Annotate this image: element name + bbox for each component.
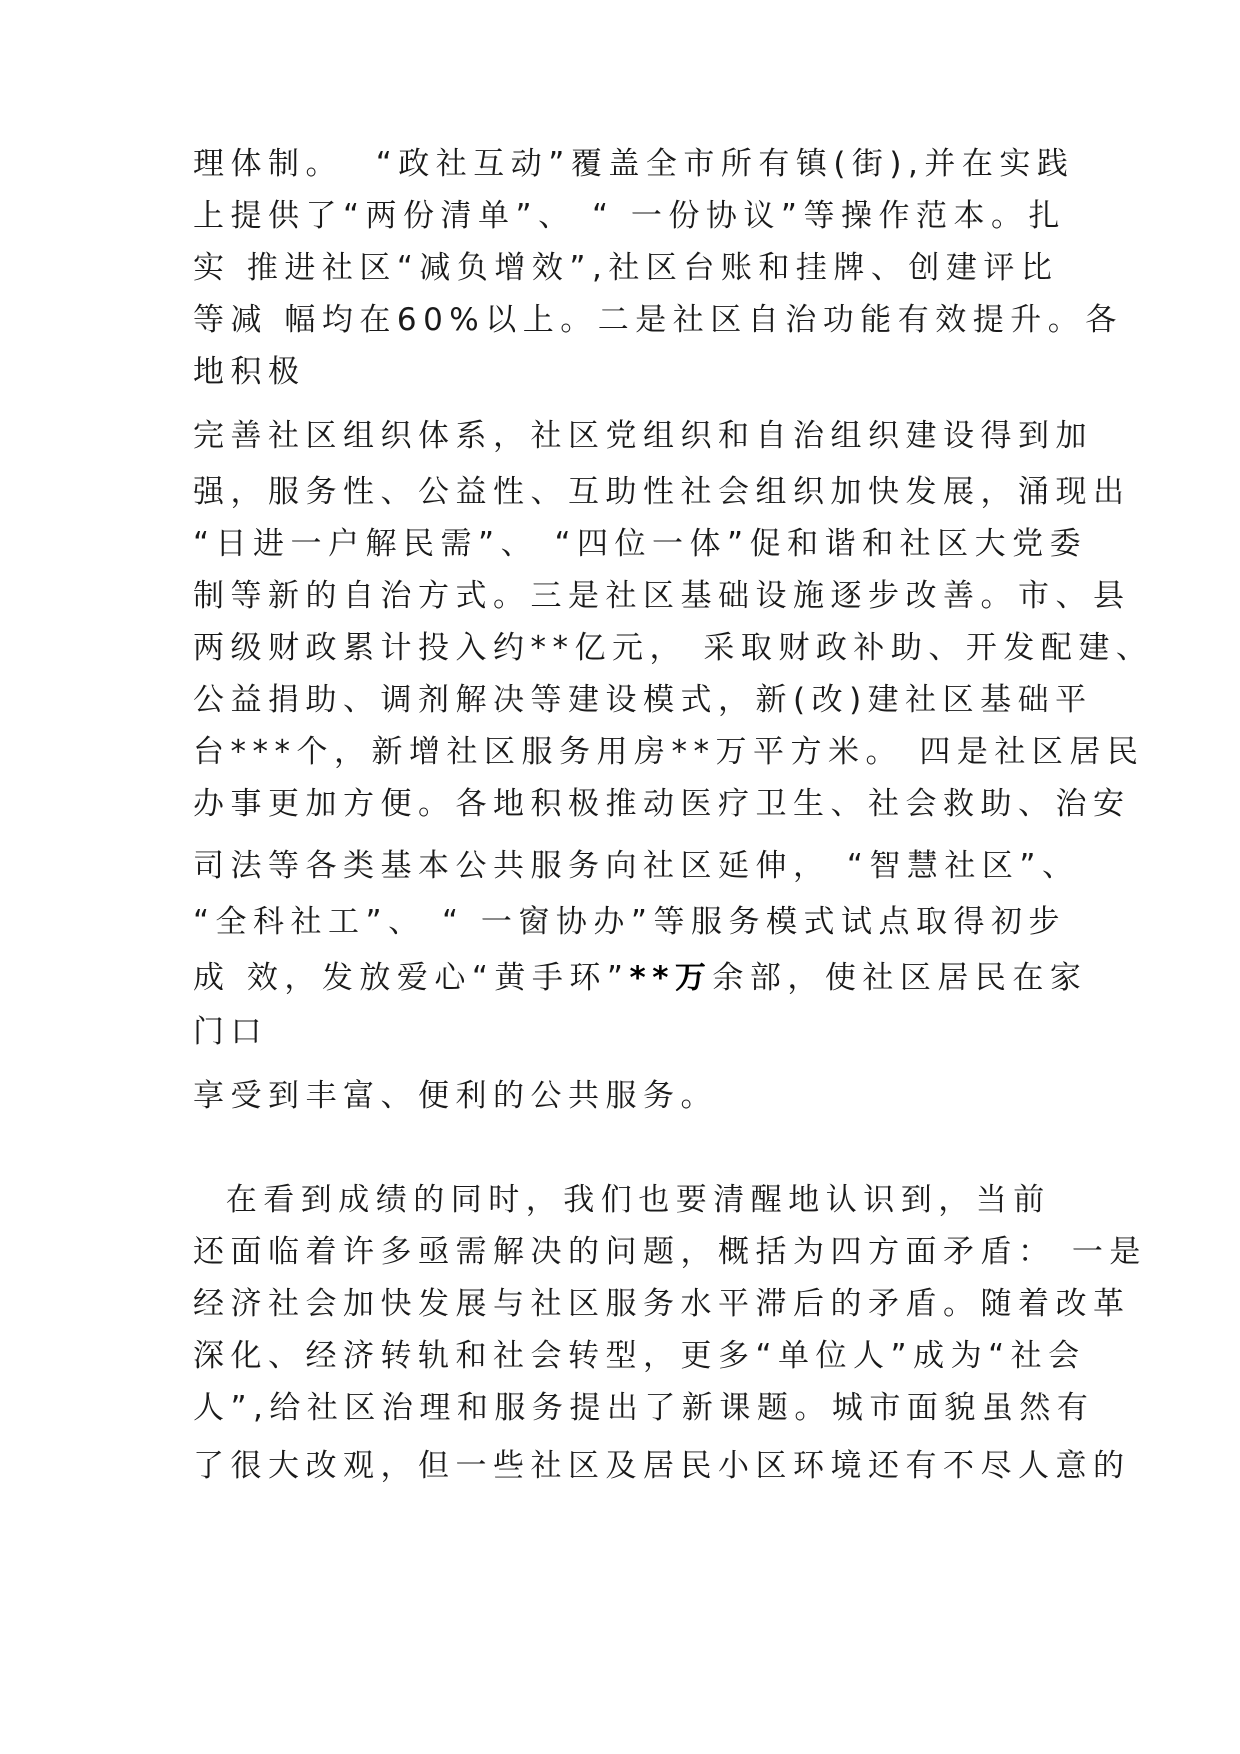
text-line: 享受到丰富、便利的公共服务。 xyxy=(193,1078,718,1114)
text-line: 强，服务性、公益性、互助性社会组织加快发展，涌现出 xyxy=(193,474,1131,510)
text-line: 制等新的自治方式。三是社区基础设施逐步改善。市、县 xyxy=(193,578,1131,614)
text-line: 公益捐助、调剂解决等建设模式，新(改)建社区基础平 xyxy=(193,682,1093,718)
text-line-with-bold xyxy=(193,958,1087,998)
text-line: 理体制。 “政社互动”覆盖全市所有镇(街),并在实践 xyxy=(193,146,1075,182)
text-line: 还面临着许多亟需解决的问题，概括为四方面矛盾： 一是 xyxy=(193,1234,1147,1270)
text-line: 办事更加方便。各地积极推动医疗卫生、社会救助、治安 xyxy=(193,786,1131,822)
text-line: 上提供了“两份清单”、 “ 一份协议”等操作范本。扎 xyxy=(193,198,1066,234)
text-line: 实 推进社区“减负增效”,社区台账和挂牌、创建评比 xyxy=(193,250,1059,286)
text-line: 深化、经济转轨和社会转型，更多“单位人”成为“社会 xyxy=(193,1338,1086,1374)
text-line: 门口 xyxy=(193,1014,268,1050)
bold-count: **万 xyxy=(629,960,713,996)
text-line: 经济社会加快发展与社区服务水平滞后的矛盾。随着改革 xyxy=(193,1286,1131,1322)
text-line: 地积极 xyxy=(193,354,306,390)
text-line: 完善社区组织体系，社区党组织和自治组织建设得到加 xyxy=(193,418,1093,454)
text-line: 两级财政累计投入约**亿元， 采取财政补助、开发配建、 xyxy=(193,630,1154,666)
text-line: 人”,给社区治理和服务提出了新课题。城市面貌虽然有 xyxy=(193,1390,1095,1426)
line-prefix: 成 效，发放爱心“黄手环” xyxy=(193,960,630,996)
text-line: 司法等各类基本公共服务向社区延伸， “智慧社区”、 xyxy=(193,848,1080,884)
text-line: “全科社工”、 “ 一窗协办”等服务模式试点取得初步 xyxy=(193,904,1066,940)
line-suffix: 余部，使社区居民在家 xyxy=(712,960,1088,996)
text-line: 了很大改观，但一些社区及居民小区环境还有不尽人意的 xyxy=(193,1448,1131,1484)
text-line: “日进一户解民需”、 “四位一体”促和谐和社区大党委 xyxy=(193,526,1088,562)
text-line: 等减 幅均在60%以上。二是社区自治功能有效提升。各 xyxy=(193,302,1123,338)
text-line: 台***个，新增社区服务用房**万平方米。 四是社区居民 xyxy=(193,734,1145,770)
paragraph-first-line: 在看到成绩的同时，我们也要清醒地认识到，当前 xyxy=(193,1182,1051,1218)
